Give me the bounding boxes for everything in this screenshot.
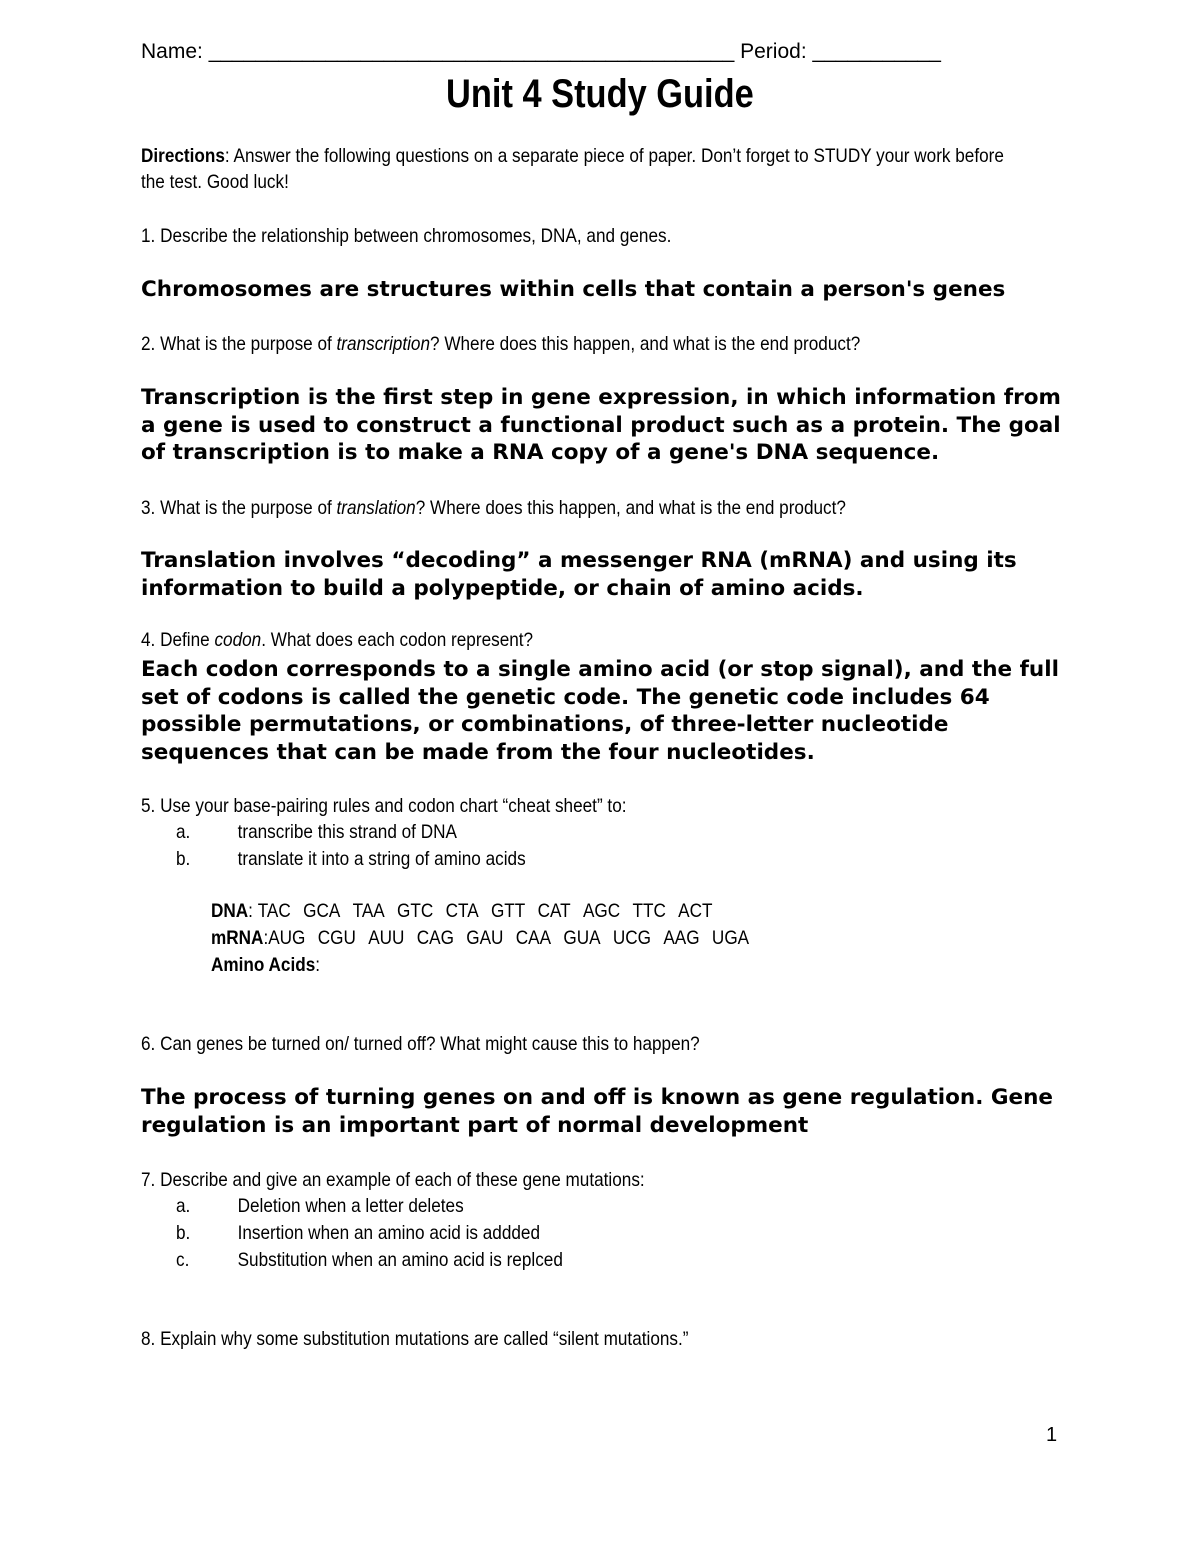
list-item-letter: a. (176, 821, 191, 843)
list-item-letter: b. (176, 1222, 191, 1244)
dna-codon: TAC (257, 900, 291, 922)
name-line: _____________________________________________ (208, 40, 735, 63)
mrna-codon: CGU (317, 927, 356, 949)
list-item-letter: c. (176, 1249, 190, 1271)
question-3-text: 3. What is the purpose of (141, 497, 337, 519)
mrna-codon: UGA (711, 927, 750, 949)
mrna-label: mRNA (211, 927, 264, 949)
question-3-text-end: ? Where does this happen, and what is the end product? (415, 497, 846, 519)
answer-3: Translation involves “decoding” a messenger RNA (mRNA) and using its information to build a polypeptide, or chain of amino acids. (141, 548, 1017, 601)
list-item (176, 1222, 540, 1245)
mrna-sequence-row (211, 927, 761, 950)
mrna-codon: AAG (663, 927, 700, 949)
dna-codon: ACT (678, 900, 713, 922)
question-2-text: 2. What is the purpose of (141, 333, 337, 355)
answer-4: Each codon corresponds to a single amino acid (or stop signal), and the full set of codons is called the genetic code. The genetic code includes 64 possible permutations, or combinations, of three-letter nucleotide sequences that can be made from the four nucleotides. (141, 657, 1059, 765)
question-3 (141, 497, 846, 520)
dna-codon: CAT (537, 900, 571, 922)
question-2-text-end: ? Where does this happen, and what is the end product? (430, 333, 861, 355)
page-number: 1 (1046, 1424, 1058, 1446)
mrna-codons (268, 927, 761, 949)
mrna-codon: AUU (368, 927, 405, 949)
mrna-codon: UCG (612, 927, 652, 949)
answer-6: The process of turning genes on and off is known as gene regulation. Gene regulation is an important part of normal development (141, 1085, 1053, 1138)
amino-acids-colon: : (315, 954, 321, 976)
period-label: Period: (740, 40, 807, 63)
question-2-term: transcription (336, 333, 431, 355)
amino-acids-label: Amino Acids (211, 954, 316, 976)
list-item-text: Substitution when an amino acid is replced (237, 1249, 563, 1271)
name-label: Name: (141, 40, 203, 63)
dna-codon: AGC (582, 900, 621, 922)
page-title: Unit 4 Study Guide (446, 72, 754, 116)
question-4-term: codon (214, 629, 262, 651)
dna-label: DNA (211, 900, 249, 922)
list-item (176, 1249, 563, 1272)
dna-codon: GTT (490, 900, 526, 922)
list-item-text: Insertion when an amino acid is addded (237, 1222, 541, 1244)
question-4-text-end: . What does each codon represent? (261, 629, 534, 651)
question-6: 6. Can genes be turned on/ turned off? What might cause this to happen? (141, 1033, 700, 1055)
dna-colon: : (248, 900, 253, 922)
question-5: 5. Use your base-pairing rules and codon chart “cheat sheet” to: (141, 795, 627, 817)
question-1: 1. Describe the relationship between chromosomes, DNA, and genes. (141, 225, 672, 247)
dna-codons (258, 900, 725, 922)
dna-codon: CTA (445, 900, 479, 922)
directions-label: Directions (141, 145, 225, 167)
answer-2: Transcription is the first step in gene expression, in which information from a gene is used to construct a functional product such as a protein. The goal of transcription is to make a RNA copy of a gene's DNA sequence. (141, 385, 1061, 465)
directions (141, 145, 1004, 168)
list-item-text: transcribe this strand of DNA (237, 821, 457, 843)
list-item (176, 848, 526, 871)
answer-1: Chromosomes are structures within cells that contain a person's genes (141, 277, 1006, 302)
question-2 (141, 333, 860, 356)
amino-acids-row (211, 954, 320, 977)
mrna-codon: CAA (515, 927, 552, 949)
question-4-text: 4. Define (141, 629, 215, 651)
question-8: 8. Explain why some substitution mutations are called “silent mutations.” (141, 1328, 689, 1350)
list-item-letter: a. (176, 1195, 191, 1217)
dna-sequence-row (211, 900, 725, 923)
mrna-codon: GAU (466, 927, 504, 949)
mrna-codon: GUA (563, 927, 601, 949)
mrna-colon: : (263, 927, 269, 949)
directions-text: : Answer the following questions on a separate piece of paper. Don’t forget to STUDY your work before (224, 145, 1004, 167)
name-period-header (141, 40, 941, 64)
list-item-letter: b. (176, 848, 191, 870)
dna-codon: GCA (303, 900, 341, 922)
list-item (176, 1195, 464, 1218)
list-item (176, 821, 457, 844)
period-line: ___________ (812, 40, 941, 63)
list-item-text: Deletion when a letter deletes (237, 1195, 464, 1217)
question-7: 7. Describe and give an example of each of these gene mutations: (141, 1169, 645, 1191)
list-item-text: translate it into a string of amino acids (237, 848, 526, 870)
dna-codon: TAA (352, 900, 385, 922)
question-4 (141, 629, 533, 652)
dna-codon: TTC (632, 900, 666, 922)
dna-codon: GTC (397, 900, 434, 922)
question-3-term: translation (336, 497, 416, 519)
mrna-codon: CAG (416, 927, 454, 949)
directions-line-2: the test. Good luck! (141, 171, 289, 193)
mrna-codon: AUG (268, 927, 306, 949)
